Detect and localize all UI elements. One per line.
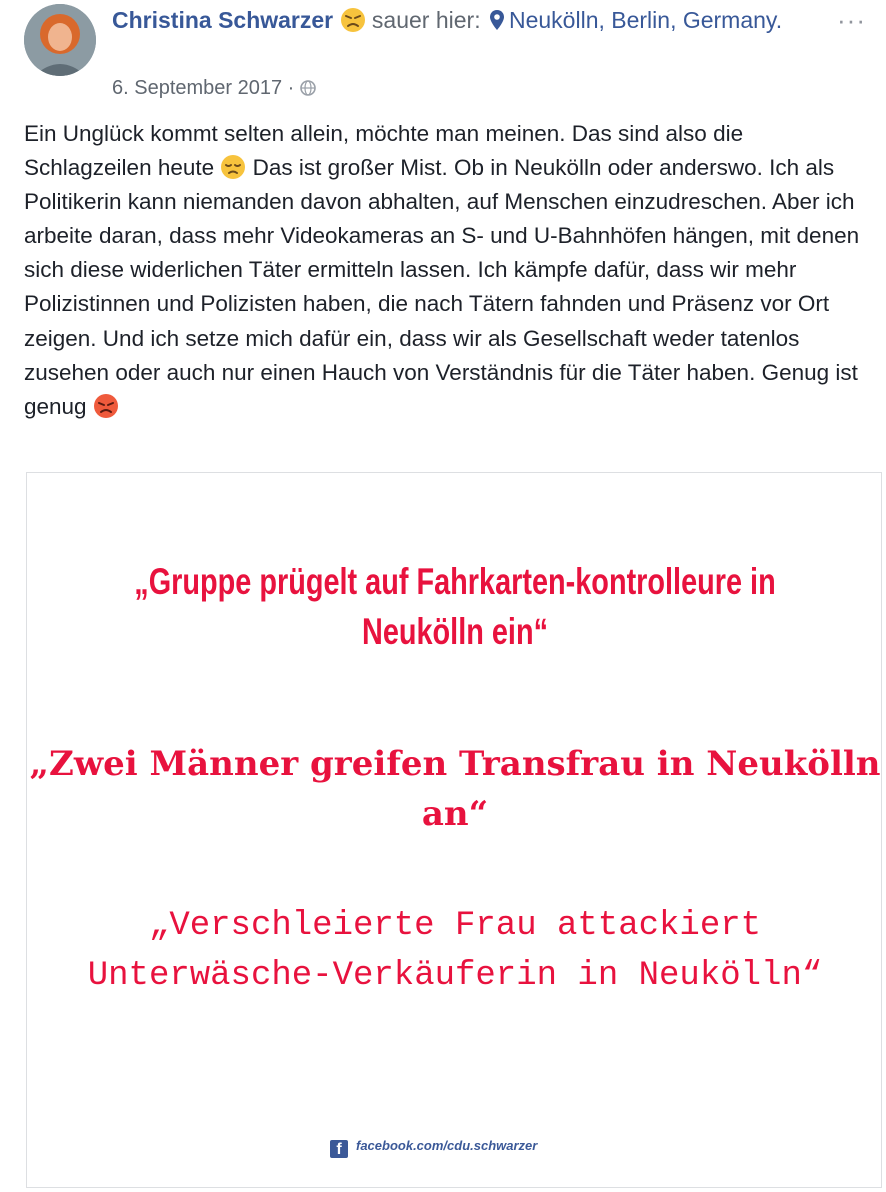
credit-url: facebook.com/cdu.schwarzer: [356, 1138, 538, 1153]
sad-face-emoji-icon: [220, 154, 246, 180]
post-text: [24, 117, 874, 424]
post-text-part-1: Ein Unglück kommt selten allein, möchte man meinen. Das sind also die Schlagzeilen heute: [24, 121, 744, 181]
location-link[interactable]: Neukölln, Berlin, Germany.: [508, 7, 783, 33]
feeling-text: sauer hier:: [371, 7, 481, 33]
headline-3: „Verschleierte Frau attackiert Unterwäsche-Verkäuferin in Neukölln“: [87, 907, 823, 995]
post-meta: [112, 74, 316, 102]
angry-face-emoji-icon: [340, 7, 366, 33]
image-credit: [330, 1137, 537, 1158]
angry-red-face-emoji-icon: [93, 393, 119, 419]
post-body: [24, 117, 874, 424]
author-name[interactable]: Christina Schwarzer: [112, 7, 334, 33]
facebook-logo-icon: f: [330, 1140, 348, 1158]
more-options-button[interactable]: ···: [837, 5, 866, 35]
post-text-part-2: Das ist großer Mist. Ob in Neukölln oder anderswo. Ich als Politikerin kann niemanden davon abhalten, auf Menschen einzudreschen. Aber ich arbeite daran, dass mehr Videokameras an S- und U-Bahnhöfen hängen, mit denen sich diese widerlichen Täter ermitteln lassen. Ich kämpfe dafür, dass wir mehr Polizistinnen und Polizisten haben, die nach Tätern fahnden und Präsenz vor Ort zeigen. Und ich setze mich dafür ein, dass wir als Gesellschaft weder tatenlos zusehen oder auch nur einen Hauch von Verständnis für die Täter haben. Genug ist genug: [24, 155, 860, 419]
headline-1: „Gruppe prügelt auf Fahrkarten-kontrolleure in Neukölln ein“: [134, 561, 776, 652]
post-date[interactable]: 6. September 2017 ·: [112, 77, 295, 99]
headline-2: „Zwei Männer greifen Transfrau in Neukölln an“: [29, 744, 881, 834]
post-image[interactable]: [26, 472, 882, 1188]
avatar[interactable]: [24, 4, 96, 76]
avatar-photo: [24, 4, 96, 76]
globe-icon: [300, 80, 316, 96]
post-header: [112, 4, 812, 37]
location-pin-icon: [489, 9, 505, 31]
